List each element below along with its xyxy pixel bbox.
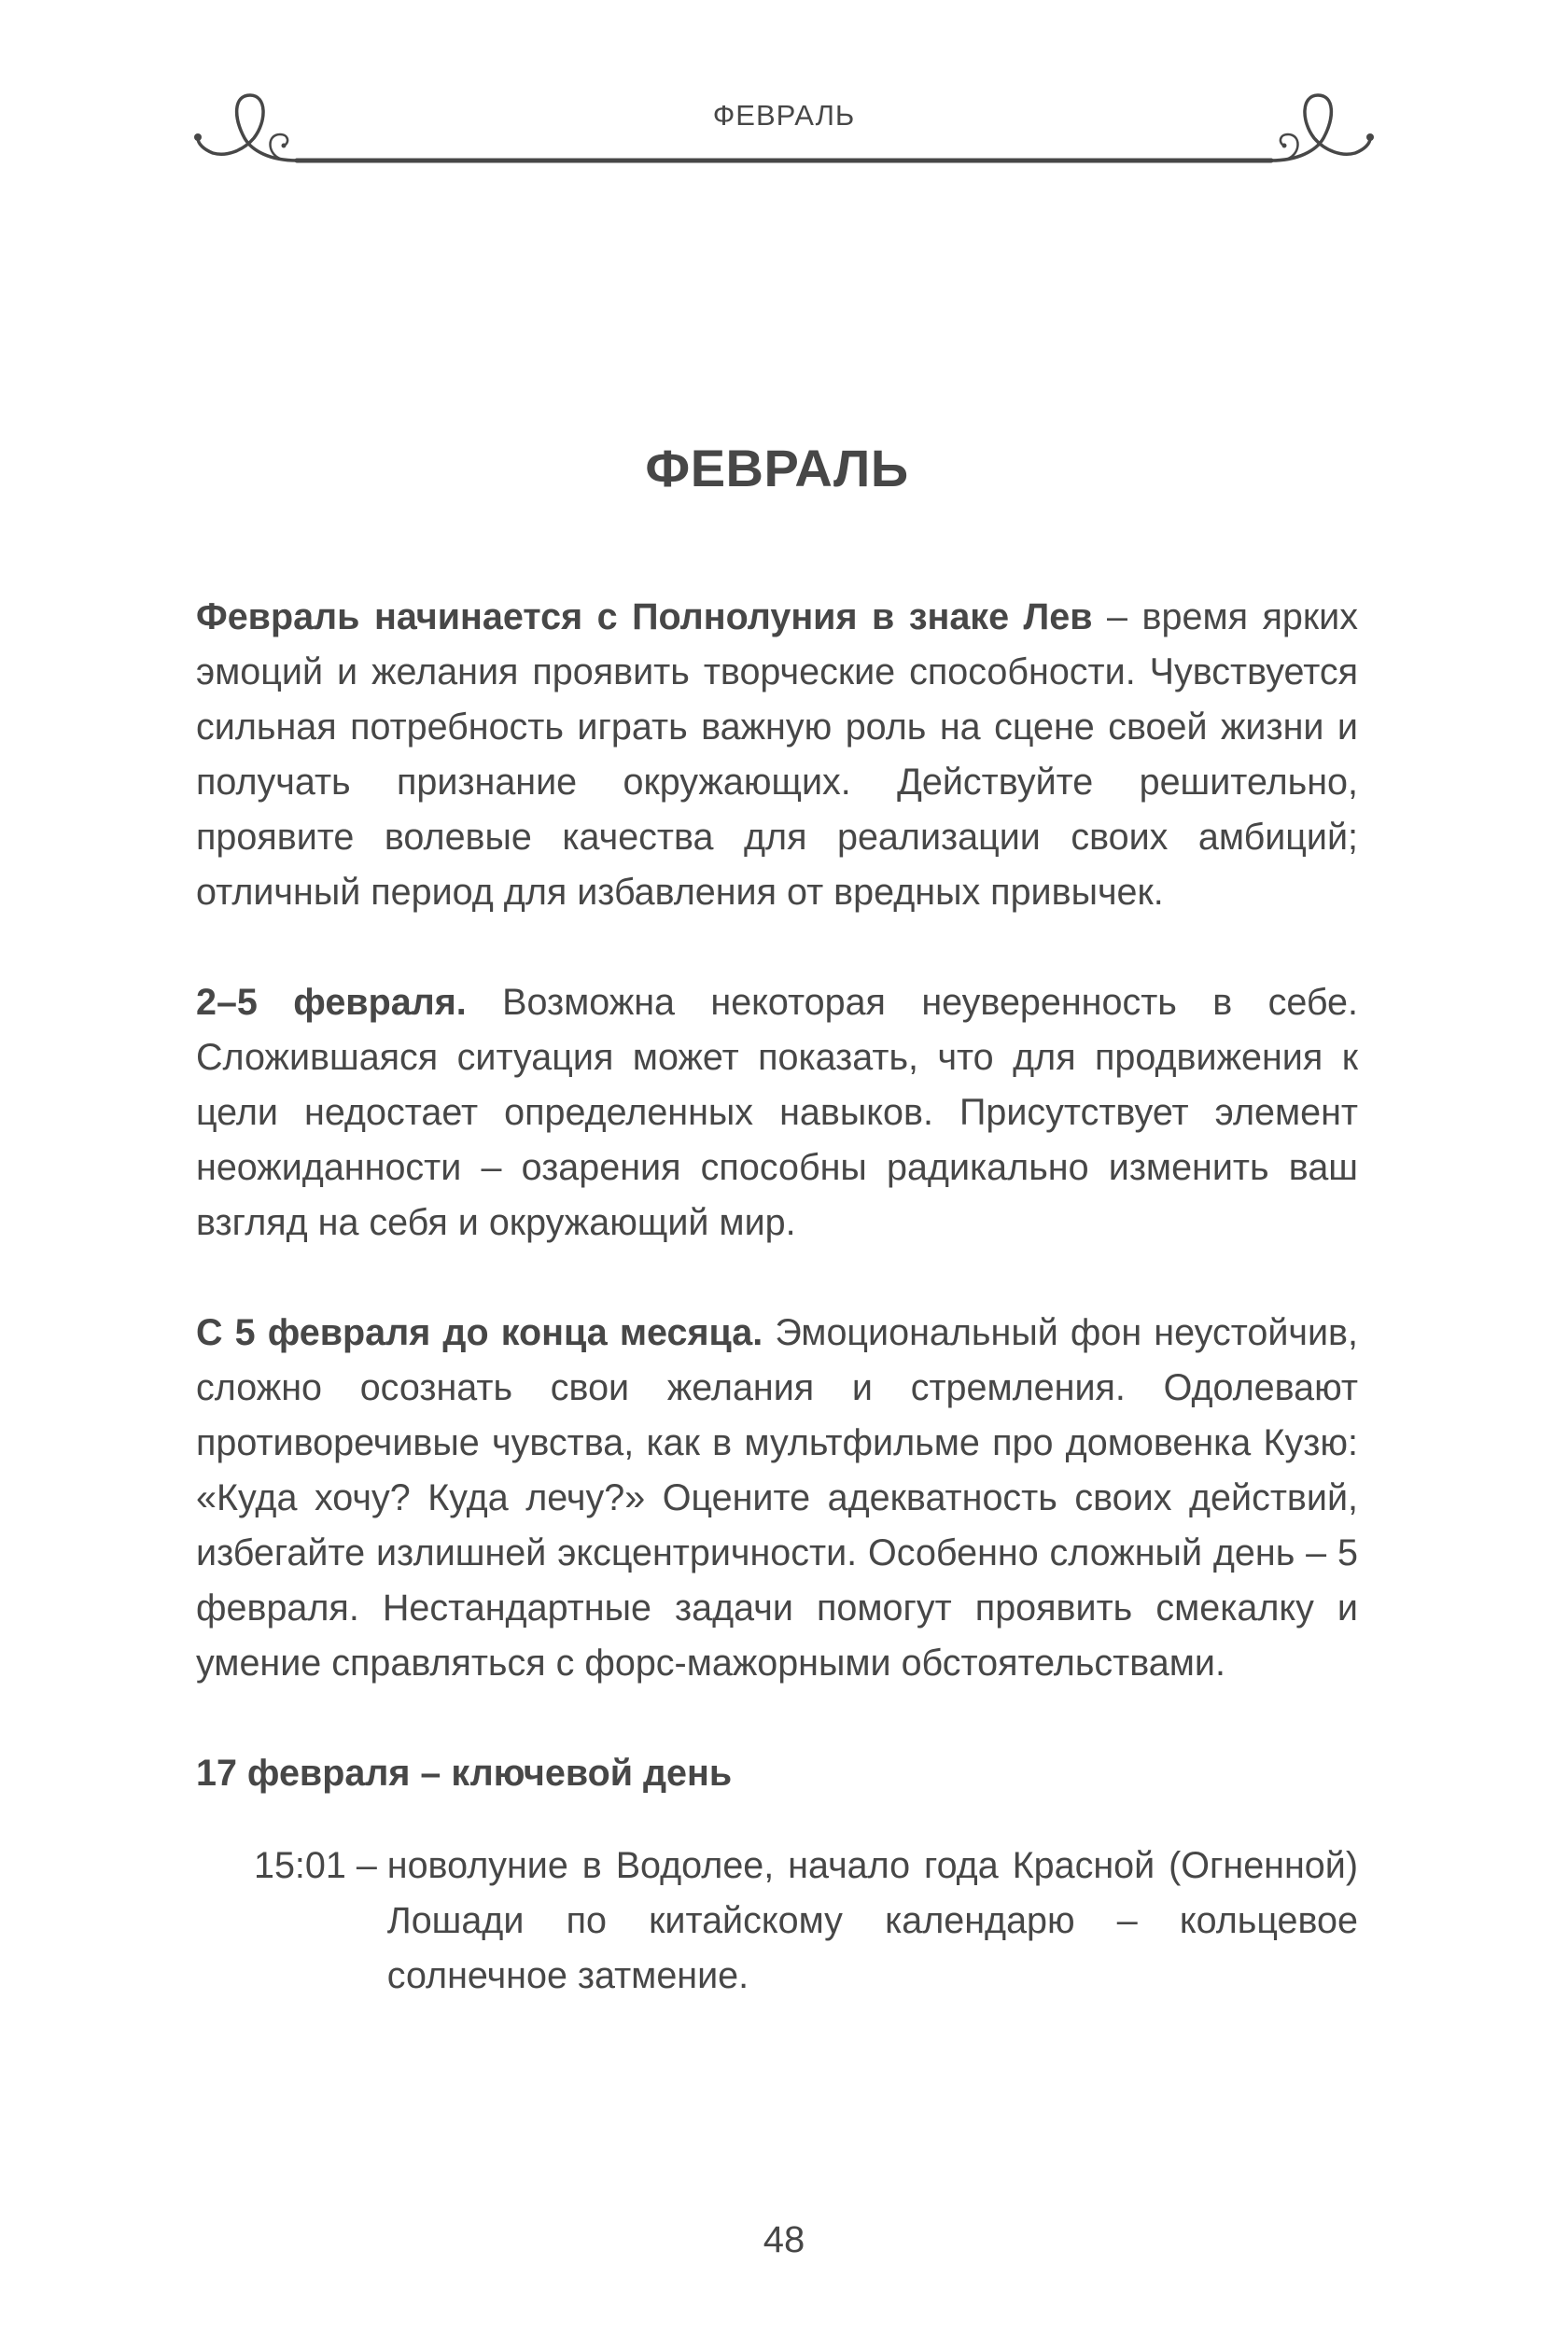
- page-number: 48: [763, 2219, 805, 2260]
- chapter-title: ФЕВРАЛЬ: [645, 439, 909, 497]
- paragraph-text: – время ярких эмоций и желания проявить творческие способности. Чувствуется сильная потребность играть важную роль на сцене своей жизни и получать признание окружающих. Действуйте решительно, проявите волевые качества для реализации своих амбиций; отличный период для избавления от вредных привычек.: [196, 596, 1358, 913]
- paragraph-lead: Февраль начинается с Полнолуния в знаке Лев: [196, 596, 1093, 637]
- paragraph-intro: [196, 590, 1358, 920]
- page-content: [196, 590, 1358, 2004]
- event-entry: [254, 1839, 1358, 2004]
- key-day-heading: 17 февраля – ключевой день: [196, 1753, 733, 1794]
- paragraph-text: Возможна некоторая неуверенность в себе. Сложившаяся ситуация может показать, что для продвижения к цели недостает определенных навыков. Присутствует элемент неожиданности – озарения способны радикально изменить ваш взгляд на себя и окружающий мир.: [196, 982, 1358, 1243]
- running-header: [187, 90, 1381, 168]
- running-header-title: ФЕВРАЛЬ: [712, 99, 856, 132]
- paragraph-lead: 2–5 февраля.: [196, 982, 467, 1023]
- event-time: 15:01 –: [254, 1845, 387, 1886]
- paragraph-text: Эмоциональный фон неустойчив, сложно осознать свои желания и стремления. Одолевают противоречивые чувства, как в мультфильме про домовенка Кузю: «Куда хочу? Куда лечу?» Оцените адекватность своих действий, избегайте излишней эксцентричности. Особенно сложный день – 5 февраля. Нестандартные задачи помогут проявить смекалку и умение справляться с форс-мажорными обстоятельствами.: [196, 1312, 1358, 1684]
- paragraph-feb-5-end: [196, 1306, 1358, 1691]
- paragraph-lead: С 5 февраля до конца месяца.: [196, 1312, 763, 1353]
- paragraph-feb-2-5: [196, 975, 1358, 1251]
- event-description: новолуние в Водолее, начало года Красной (Огненной) Лошади по китайскому календарю – кольцевое солнечное затмение.: [386, 1845, 1358, 1996]
